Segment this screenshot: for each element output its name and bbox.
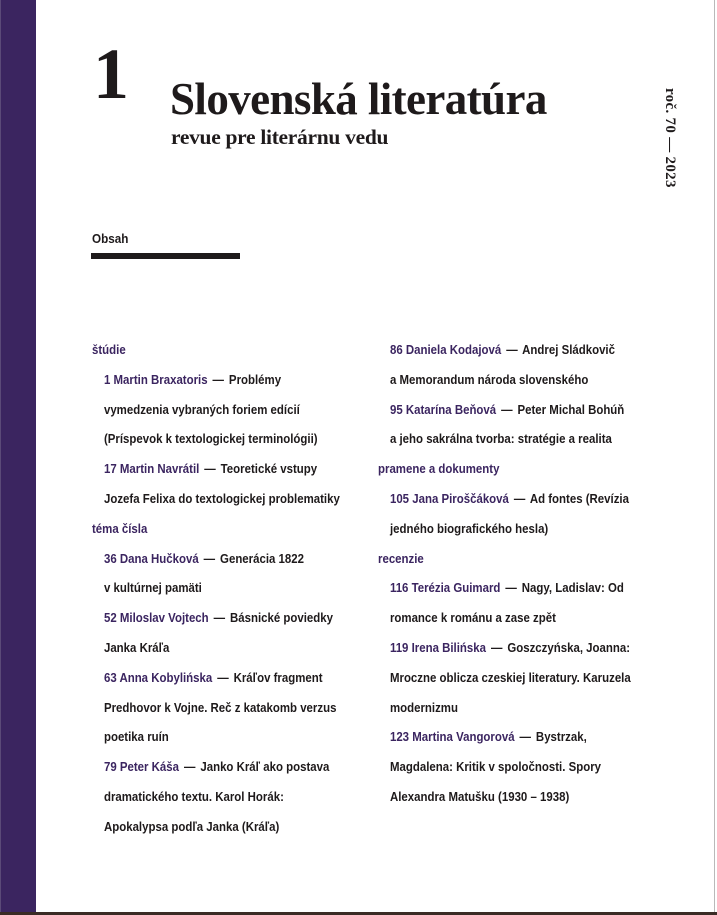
- toc-title: Generácia 1822: [220, 550, 305, 566]
- toc-title: Básnické poviedky: [229, 610, 334, 626]
- volume-year: roč. 70 — 2023: [662, 88, 678, 188]
- toc-title: Peter Michal Bohúň: [517, 401, 625, 417]
- contents-left-column: [92, 340, 382, 847]
- toc-entry: [378, 489, 633, 519]
- em-dash: —: [203, 550, 216, 566]
- toc-entry-continuation: Magdalena: Kritik v spoločnosti. Spory: [389, 759, 602, 775]
- toc-entry-continuation: romance k románu a zase zpět: [389, 610, 556, 626]
- toc-entry-continuation: modernizmu: [389, 699, 458, 715]
- purple-spine-bar: [0, 0, 36, 912]
- journal-title: Slovenská literatúra: [170, 74, 547, 124]
- toc-entry: [378, 340, 633, 370]
- section-heading: téma čísla: [92, 520, 148, 536]
- toc-entry: [92, 608, 347, 638]
- contents-right-column: [378, 340, 668, 817]
- toc-entry-continuation: Apokalypsa podľa Janka (Kráľa): [103, 818, 280, 834]
- toc-entry-continuation: v kultúrnej pamäti: [103, 580, 202, 596]
- toc-entry-continuation: (Príspevok k textologickej terminológii): [103, 431, 318, 447]
- toc-entry: [92, 370, 347, 400]
- em-dash: —: [212, 371, 224, 387]
- em-dash: —: [505, 580, 517, 596]
- toc-entry: [378, 578, 633, 608]
- toc-author: 63 Anna Kobylińska: [103, 669, 213, 685]
- toc-title: Ad fontes (Revízia: [529, 490, 629, 506]
- toc-title: Janko Kráľ ako postava: [200, 759, 330, 775]
- toc-author: 119 Irena Bilińska: [389, 639, 486, 655]
- issue-number: 1: [93, 34, 128, 114]
- toc-title: Goszczyńska, Joanna:: [507, 639, 631, 655]
- em-dash: —: [519, 729, 531, 745]
- contents-underline-bar: [91, 253, 240, 259]
- toc-entry-continuation: jedného biografického hesla): [389, 520, 549, 536]
- toc-entry-continuation: vymedzenia vybraných foriem edícií: [103, 401, 300, 417]
- toc-author: 116 Terézia Guimard: [389, 580, 501, 596]
- toc-entry-continuation: Mroczne oblicza czeskiej literatury. Karuzela: [389, 669, 631, 685]
- toc-title: Teoretické vstupy: [220, 461, 318, 477]
- journal-subtitle: revue pre literárnu vedu: [171, 125, 389, 149]
- toc-entry: [92, 668, 347, 698]
- toc-entry-continuation: a jeho sakrálna tvorba: stratégie a realita: [389, 431, 612, 447]
- toc-entry: [378, 727, 633, 757]
- toc-entry-continuation: Jozefa Felixa do textologickej problematiky: [103, 490, 340, 506]
- toc-entry-continuation: Predhovor k Vojne. Reč z katakomb verzus: [103, 699, 337, 715]
- toc-title: Bystrzak,: [535, 729, 587, 745]
- toc-author: 86 Daniela Kodajová: [389, 342, 502, 357]
- em-dash: —: [501, 401, 513, 417]
- toc-entry: [378, 400, 633, 430]
- toc-title: Kráľov fragment: [233, 669, 323, 685]
- toc-title: Problémy: [228, 371, 282, 387]
- toc-author: 17 Martin Navrátil: [103, 461, 200, 477]
- toc-author: 52 Miloslav Vojtech: [103, 610, 209, 626]
- toc-entry: [92, 549, 347, 579]
- toc-author: 36 Dana Hučková: [103, 550, 199, 566]
- em-dash: —: [204, 461, 216, 477]
- toc-entry: [92, 757, 347, 787]
- toc-entry-continuation: Alexandra Matušku (1930 – 1938): [389, 788, 570, 804]
- toc-title: Nagy, Ladislav: Od: [521, 580, 624, 596]
- toc-entry-continuation: dramatického textu. Karol Horák:: [103, 788, 284, 804]
- toc-entry: [378, 638, 633, 668]
- toc-entry-continuation: a Memorandum národa slovenského: [389, 371, 589, 387]
- toc-entry-continuation: poetika ruín: [103, 729, 169, 745]
- toc-author: 1 Martin Braxatoris: [103, 371, 208, 387]
- toc-author: 105 Jana Piroščáková: [389, 490, 509, 506]
- em-dash: —: [213, 610, 226, 626]
- em-dash: —: [183, 759, 196, 775]
- contents-label: Obsah: [92, 231, 129, 246]
- section-heading: štúdie: [92, 342, 126, 357]
- toc-author: 79 Peter Káša: [103, 759, 180, 775]
- section-heading: pramene a dokumenty: [378, 461, 500, 477]
- toc-author: 123 Martina Vangorová: [389, 729, 515, 745]
- em-dash: —: [490, 639, 503, 655]
- em-dash: —: [217, 669, 229, 685]
- toc-entry: [92, 459, 347, 489]
- toc-title: Andrej Sládkovič: [522, 342, 615, 357]
- section-heading: recenzie: [378, 550, 424, 566]
- toc-author: 95 Katarína Beňová: [389, 401, 497, 417]
- em-dash: —: [513, 490, 526, 506]
- toc-entry-continuation: Janka Kráľa: [103, 639, 170, 655]
- em-dash: —: [506, 342, 518, 357]
